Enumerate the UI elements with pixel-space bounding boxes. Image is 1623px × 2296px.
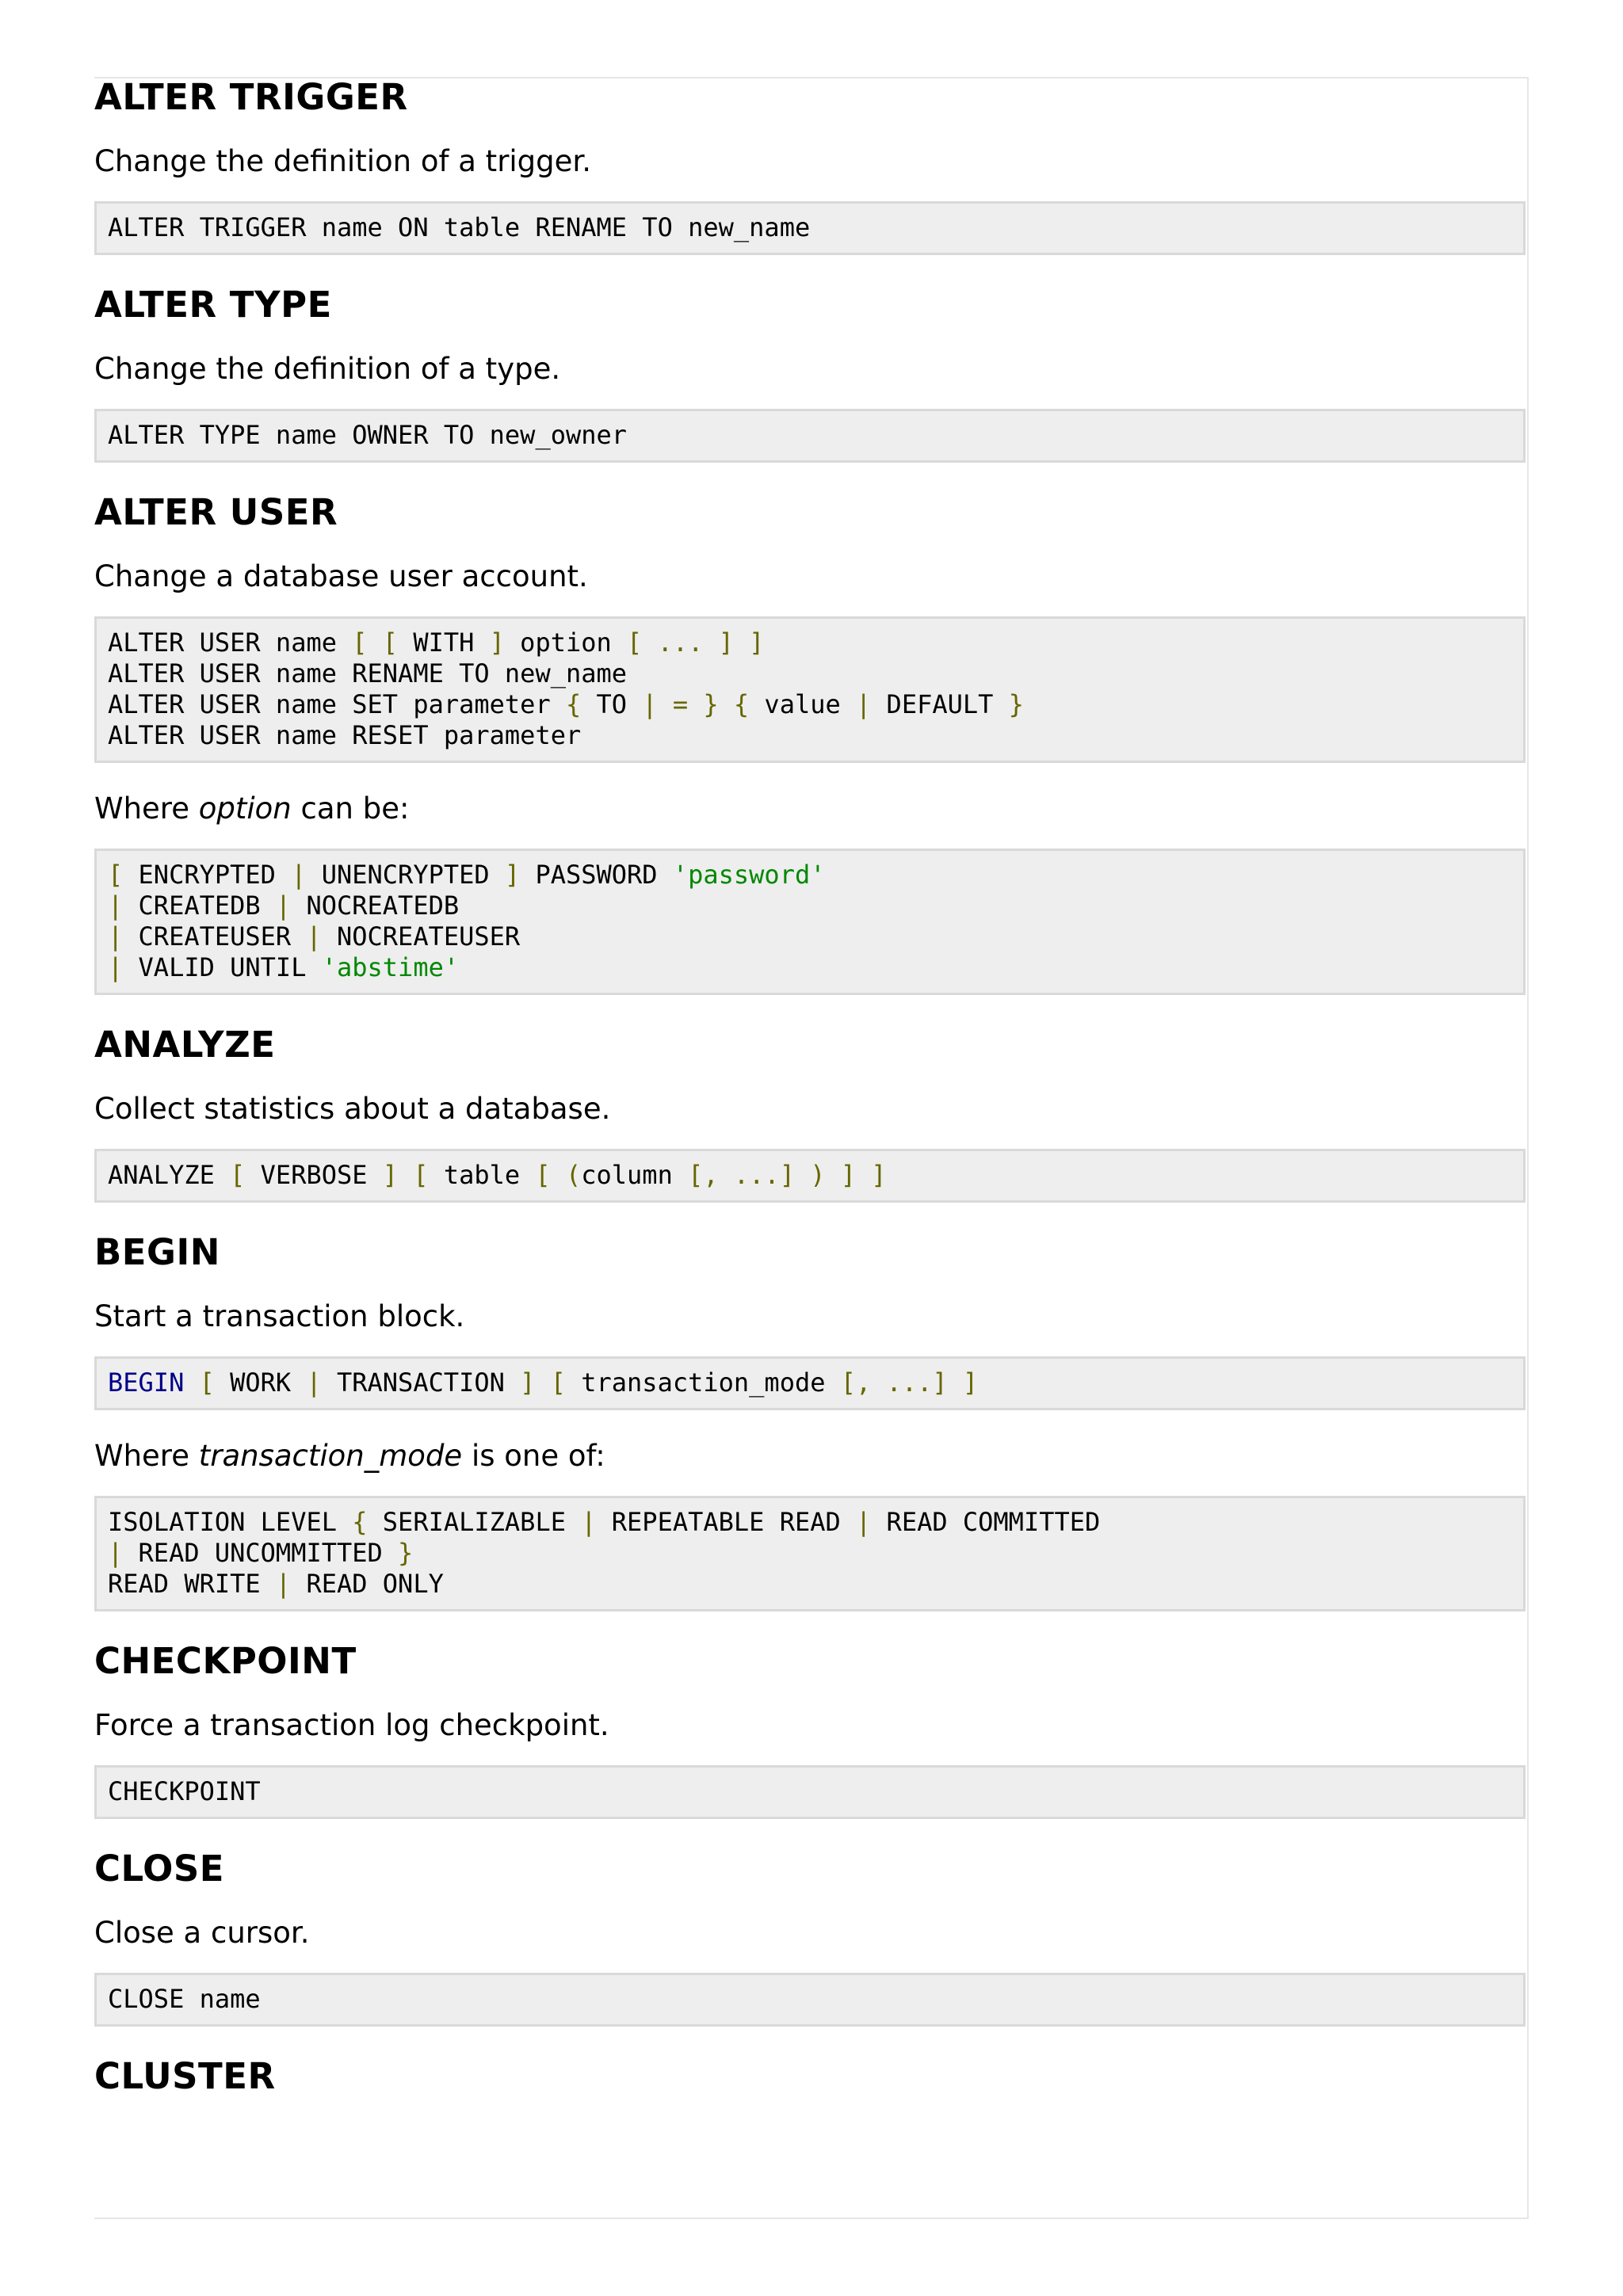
section-note: Where option can be: — [94, 791, 410, 826]
section-note: Where transaction_mode is one of: — [94, 1439, 605, 1473]
code-line: | READ UNCOMMITTED } — [108, 1538, 414, 1568]
code-line: ALTER USER name SET parameter { TO | = } { value | DEFAULT } — [108, 689, 1024, 719]
code-line: [ ENCRYPTED | UNENCRYPTED ] PASSWORD 'password' — [108, 860, 826, 890]
section-title: CLOSE — [94, 1848, 224, 1890]
section-cluster — [94, 2055, 1526, 2098]
code-block — [94, 1496, 1526, 1611]
code-line: ALTER USER name RESET parameter — [108, 720, 582, 750]
section-description: Start a transaction block. — [94, 1299, 465, 1333]
section-description: Change the definition of a type. — [94, 352, 561, 386]
note-term: option — [198, 791, 292, 826]
code-block — [94, 1356, 1526, 1410]
code-block — [94, 616, 1526, 763]
section-title: CHECKPOINT — [94, 1640, 357, 1682]
code-block — [94, 409, 1526, 463]
section-description: Force a transaction log checkpoint. — [94, 1708, 609, 1742]
code-line: | CREATEUSER | NOCREATEUSER — [108, 921, 521, 952]
code-block — [94, 1149, 1526, 1203]
section-description: Change the definition of a trigger. — [94, 144, 591, 178]
code-block — [94, 201, 1526, 255]
code-line: CHECKPOINT — [108, 1776, 261, 1806]
section-begin — [94, 1231, 1526, 1611]
code-line: ANALYZE [ VERBOSE ] [ table [ (column [, ...] ) ] ] — [108, 1160, 887, 1190]
code-line: ALTER TRIGGER name ON table RENAME TO new_name — [108, 212, 811, 242]
code-line: ALTER TYPE name OWNER TO new_owner — [108, 420, 628, 450]
code-line: ALTER USER name [ [ WITH ] option [ ... ] ] — [108, 627, 765, 658]
section-close — [94, 1848, 1526, 2027]
section-alter-trigger — [94, 76, 1526, 255]
note-term: transaction_mode — [198, 1439, 463, 1473]
section-description: Collect statistics about a database. — [94, 1092, 611, 1126]
section-title: ALTER TRIGGER — [94, 76, 408, 118]
section-checkpoint — [94, 1640, 1526, 1819]
section-alter-type — [94, 284, 1526, 463]
section-title: ALTER TYPE — [94, 284, 332, 326]
document-content — [94, 76, 1526, 2098]
code-line: ALTER USER name RENAME TO new_name — [108, 658, 628, 688]
code-line: | CREATEDB | NOCREATEDB — [108, 891, 460, 921]
section-description: Close a cursor. — [94, 1916, 310, 1950]
code-line: BEGIN [ WORK | TRANSACTION ] [ transaction_mode [, ...] ] — [108, 1367, 979, 1398]
section-title: ANALYZE — [94, 1024, 276, 1066]
section-analyze — [94, 1024, 1526, 1203]
section-alter-user — [94, 491, 1526, 995]
code-line: READ WRITE | READ ONLY — [108, 1569, 444, 1599]
section-title: CLUSTER — [94, 2055, 276, 2097]
code-line: ISOLATION LEVEL { SERIALIZABLE | REPEATABLE READ | READ COMMITTED — [108, 1507, 1101, 1537]
code-line: | VALID UNTIL 'abstime' — [108, 952, 460, 982]
code-block — [94, 849, 1526, 995]
section-description: Change a database user account. — [94, 559, 588, 593]
code-block — [94, 1765, 1526, 1819]
section-title: ALTER USER — [94, 491, 338, 533]
code-line: CLOSE name — [108, 1984, 261, 2014]
code-block — [94, 1973, 1526, 2027]
section-title: BEGIN — [94, 1231, 220, 1273]
